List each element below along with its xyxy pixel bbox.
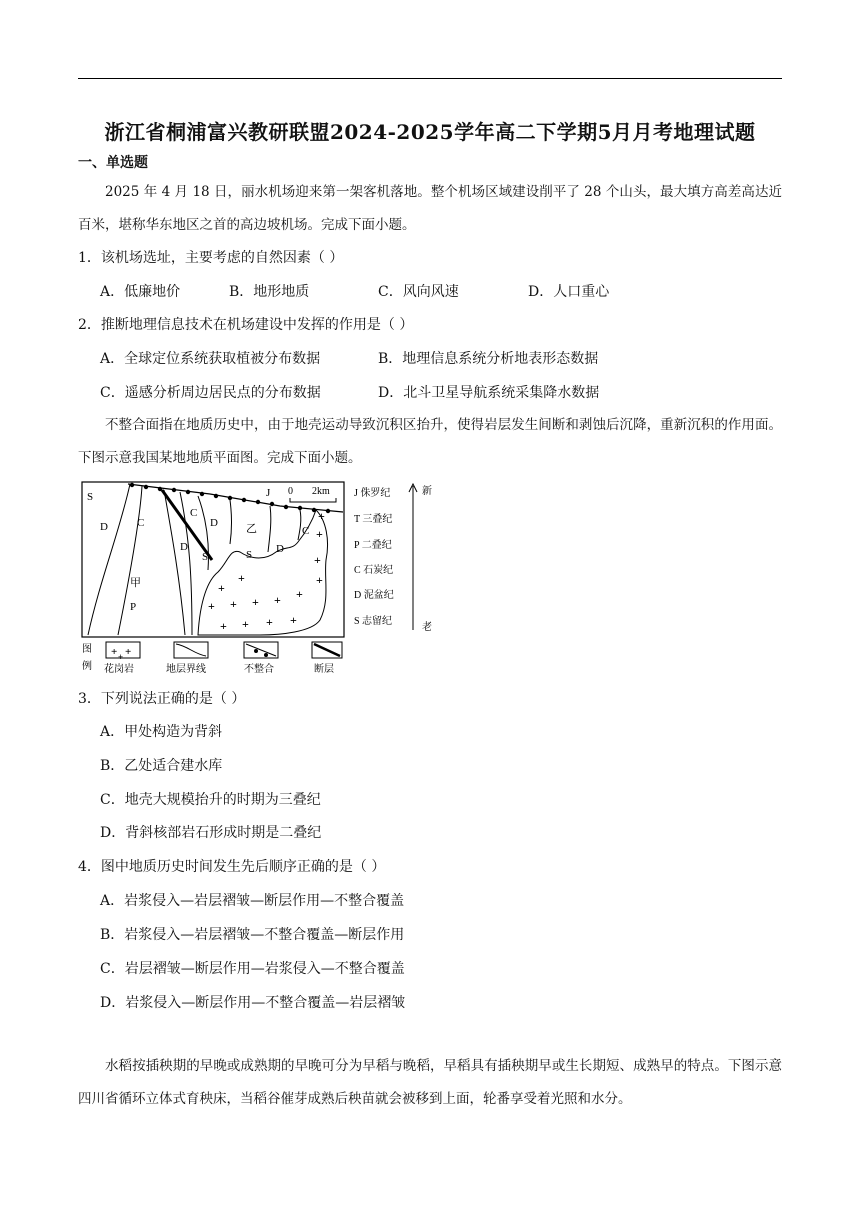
header-rule [78, 78, 782, 79]
map-label: P [130, 601, 137, 613]
map-label: C [190, 507, 198, 519]
svg-text:+: + [318, 509, 325, 523]
geologic-timeline [354, 486, 394, 627]
legend-label: 地层界线 [166, 664, 206, 675]
page-title: 浙江省桐浦富兴教研联盟2024-2025学年高二下学期5月月考地理试题 [104, 120, 756, 144]
geologic-map-figure [80, 480, 450, 676]
map-label: D [180, 541, 188, 553]
svg-text:+: + [266, 615, 273, 629]
legend-label: 花岗岩 [104, 664, 134, 675]
q4-option-a[interactable]: A．岩浆侵入—岩层褶皱—断层作用—不整合覆盖 [100, 893, 405, 909]
svg-text:+: + [252, 595, 259, 609]
timeline-item: T 三叠纪 [354, 514, 393, 525]
svg-text:+: + [290, 613, 297, 627]
q3-option-c[interactable]: C．地壳大规模抬升的时期为三叠纪 [100, 792, 321, 808]
q4-option-d[interactable]: D．岩浆侵入—断层作用—不整合覆盖—岩层褶皱 [100, 995, 406, 1011]
q3-option-d[interactable]: D．背斜核部岩石形成时期是二叠纪 [100, 825, 322, 841]
q3-option-a[interactable]: A．甲处构造为背斜 [100, 724, 223, 740]
q2-option-d[interactable]: D．北斗卫星导航系统采集降水数据 [378, 385, 600, 401]
map-label: S [87, 491, 94, 503]
svg-text:+: + [125, 646, 132, 658]
q2-option-b[interactable]: B．地理信息系统分析地表形态数据 [378, 351, 599, 367]
question-3-stem: 3．下列说法正确的是（ ） [78, 691, 246, 707]
map-label: C [137, 517, 145, 529]
map-label: S [246, 549, 253, 561]
unconformity-dots [130, 483, 330, 513]
map-label: 乙 [246, 523, 257, 535]
q2-option-a[interactable]: A．全球定位系统获取植被分布数据 [100, 351, 321, 367]
new-label: 新 [422, 486, 432, 497]
map-label: 甲 [130, 577, 141, 589]
svg-text:+: + [208, 599, 215, 613]
svg-text:+: + [230, 597, 237, 611]
scale-zero: 0 [288, 486, 293, 497]
svg-text:+: + [111, 646, 118, 658]
map-label: D [276, 543, 284, 555]
svg-text:+: + [118, 652, 124, 662]
map-label: C [302, 525, 310, 537]
q2-option-c[interactable]: C．遥感分析周边居民点的分布数据 [100, 385, 321, 401]
svg-text:+: + [316, 527, 323, 541]
q1-option-b[interactable]: B．地形地质 [229, 284, 310, 300]
svg-text:+: + [242, 617, 249, 631]
timeline-item: D 泥盆纪 [354, 590, 394, 601]
map-label: J [266, 487, 271, 499]
svg-text:+: + [314, 553, 321, 567]
q4-option-b[interactable]: B．岩浆侵入—岩层褶皱—不整合覆盖—断层作用 [100, 927, 405, 943]
timeline-item: J 侏罗纪 [354, 488, 391, 499]
scale-unit: 2km [312, 486, 330, 497]
section-heading: 一、单选题 [78, 155, 148, 171]
intro-paragraph-1: 2025 年 4 月 18 日，丽水机场迎来第一架客机落地。整个机场区域建设削平了 28 个山头，最大填方高差高达近百米，堪称华东地区之首的高边坡机场。完成下面小题。 [78, 184, 782, 233]
old-label: 老 [422, 622, 432, 633]
legend-label: 断层 [314, 664, 334, 675]
svg-text:+: + [238, 571, 245, 585]
timeline-item: C 石炭纪 [354, 565, 394, 576]
map-frame [82, 482, 344, 637]
map-label: S [202, 551, 209, 563]
svg-text:+: + [274, 593, 281, 607]
map-label: D [100, 521, 108, 533]
q1-option-d[interactable]: D．人口重心 [528, 284, 610, 300]
svg-text:+: + [296, 587, 303, 601]
q1-option-a[interactable]: A．低廉地价 [100, 284, 181, 300]
scale-bar [290, 498, 336, 502]
map-label: D [210, 517, 218, 529]
question-2-stem: 2．推断地理信息技术在机场建设中发挥的作用是（ ） [78, 317, 414, 333]
q1-option-c[interactable]: C．风向风速 [378, 284, 459, 300]
timeline-item: S 志留纪 [354, 616, 393, 627]
question-1-stem: 1．该机场选址，主要考虑的自然因素（ ） [78, 250, 344, 266]
svg-text:+: + [218, 581, 225, 595]
svg-text:+: + [220, 619, 227, 633]
intro-paragraph-3: 水稻按插秧期的早晚或成熟期的早晚可分为早稻与晚稻，早稻具有插秧期早或生长期短、成熟早的特点。下图示意四川省循环立体式育秧床，当稻谷催芽成熟后秧苗就会被移到上面，轮番享受着光照和水分。 [78, 1058, 782, 1107]
legend-label: 不整合 [244, 664, 274, 675]
q4-option-c[interactable]: C．岩层褶皱—断层作用—岩浆侵入—不整合覆盖 [100, 961, 405, 977]
intro-paragraph-2: 不整合面指在地质历史中，由于地壳运动导致沉积区抬升，使得岩层发生间断和剥蚀后沉降，重新沉积的作用面。下图示意我国某地地质平面图。完成下面小题。 [78, 417, 782, 466]
svg-text:+: + [316, 573, 323, 587]
question-4-stem: 4．图中地质历史时间发生先后顺序正确的是（ ） [78, 859, 386, 875]
timeline-item: P 二叠纪 [354, 540, 392, 551]
q3-option-b[interactable]: B．乙处适合建水库 [100, 758, 223, 774]
legend-title-2: 例 [82, 661, 92, 672]
legend-title-1: 图 [82, 644, 92, 655]
